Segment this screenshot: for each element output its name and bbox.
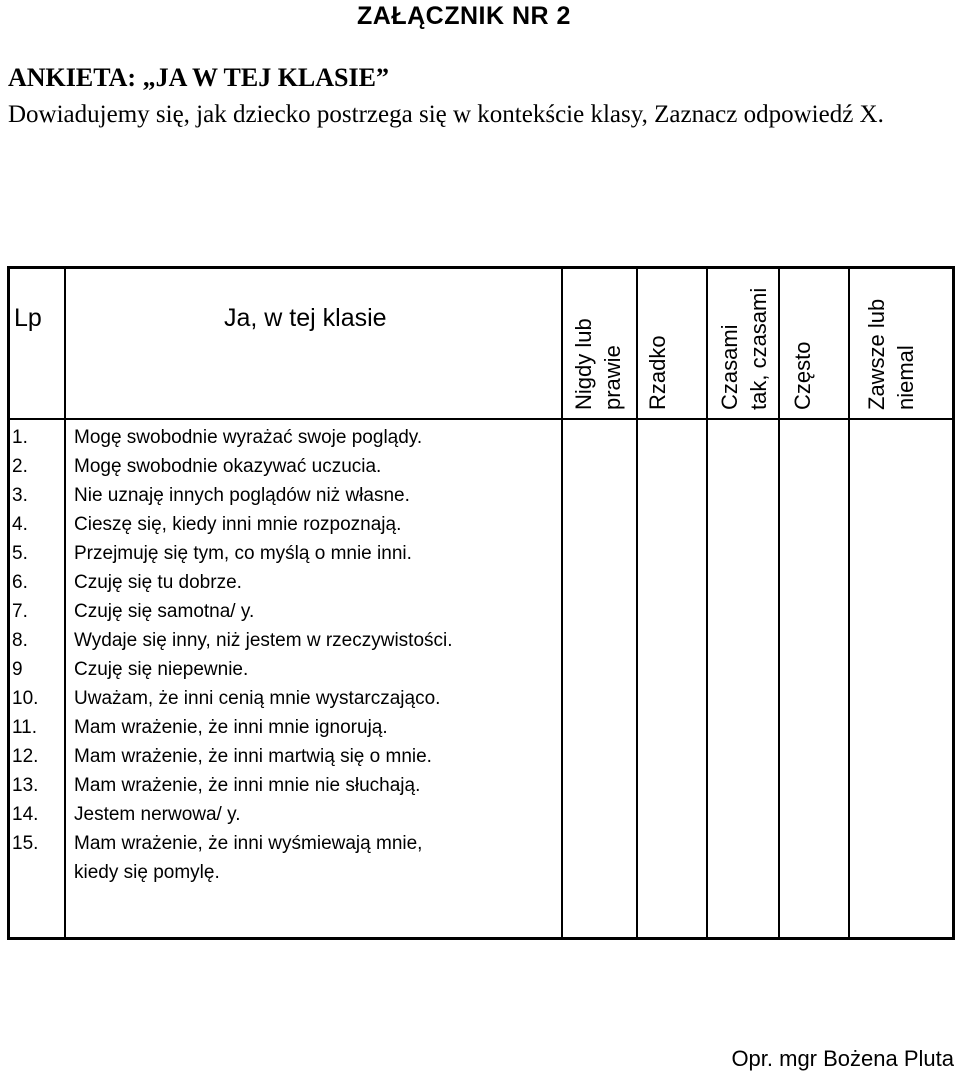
row-number: 12. (12, 746, 39, 767)
row-statement: Wydaje się inny, niż jestem w rzeczywistości. (74, 630, 453, 651)
header-rarely: Rzadko (645, 335, 670, 410)
header-sometimes: Czasami tak, czasami (717, 287, 771, 410)
column-divider (706, 266, 708, 940)
column-divider (561, 266, 563, 940)
row-number: 13. (12, 775, 39, 796)
row-number: 6. (12, 572, 28, 593)
row-number: 5. (12, 543, 28, 564)
survey-title: ANKIETA: „JA W TEJ KLASIE” (8, 63, 389, 92)
row-statement: Cieszę się, kiedy inni mnie rozpoznają. (74, 514, 402, 535)
row-statement: Mam wrażenie, że inni martwią się o mnie. (74, 746, 432, 767)
author-credit: Opr. mgr Bożena Pluta (731, 1046, 954, 1071)
header-statement: Ja, w tej klasie (224, 304, 387, 332)
row-number: 10. (12, 688, 39, 709)
row-number: 2. (12, 456, 28, 477)
annex-title: ZAŁĄCZNIK NR 2 (357, 2, 571, 30)
row-number: 4. (12, 514, 28, 535)
row-number: 8. (12, 630, 28, 651)
row-statement: Mam wrażenie, że inni mnie ignorują. (74, 717, 388, 738)
row-statement: Uważam, że inni cenią mnie wystarczająco. (74, 688, 441, 709)
row-number: 7. (12, 601, 28, 622)
row-statement: Czuję się niepewnie. (74, 659, 249, 680)
row-statement: Mogę swobodnie wyrażać swoje poglądy. (74, 427, 423, 448)
row-number: 3. (12, 485, 28, 506)
column-divider (64, 266, 66, 940)
row-statement: Mam wrażenie, że inni mnie nie słuchają. (74, 775, 421, 796)
row-statement: Mam wrażenie, że inni wyśmiewają mnie, (74, 833, 423, 854)
row-statement: Przejmuję się tym, co myślą o mnie inni. (74, 543, 412, 564)
row-number: 11. (12, 717, 38, 738)
row-number: 9 (12, 659, 23, 680)
column-divider (778, 266, 780, 940)
header-lp: Lp (14, 304, 42, 332)
row-number: 1. (12, 427, 28, 448)
row-statement-continuation: kiedy się pomylę. (74, 862, 220, 883)
row-statement: Jestem nerwowa/ y. (74, 804, 241, 825)
row-statement: Nie uznaję innych poglądów niż własne. (74, 485, 410, 506)
header-often: Często (790, 341, 815, 410)
header-divider (7, 418, 955, 420)
column-divider (636, 266, 638, 940)
row-number: 14. (12, 804, 39, 825)
row-number: 15. (12, 833, 39, 854)
row-statement: Czuję się samotna/ y. (74, 601, 255, 622)
column-divider (848, 266, 850, 940)
header-always: Zawsze lub niemal (864, 298, 918, 410)
row-statement: Mogę swobodnie okazywać uczucia. (74, 456, 382, 477)
row-statement: Czuję się tu dobrze. (74, 572, 242, 593)
instruction-text: Dowiadujemy się, jak dziecko postrzega się w kontekście klasy, Zaznacz odpowiedź X. (8, 101, 884, 128)
header-never: Nigdy lub prawie (571, 318, 625, 410)
